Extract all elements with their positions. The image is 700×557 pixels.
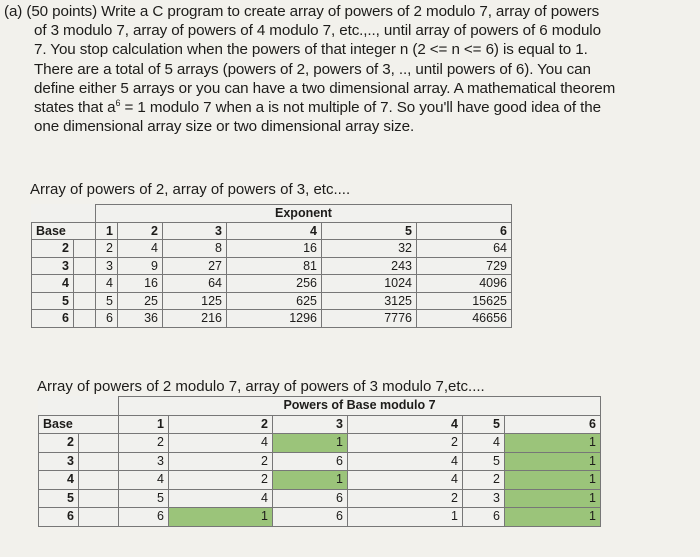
table-cell: 1 — [273, 434, 348, 453]
table-cell: 729 — [417, 257, 512, 275]
table-cell: 8 — [163, 240, 227, 258]
table-cell: 1 — [505, 489, 601, 508]
table-cell: 5 — [119, 489, 169, 508]
empty-cell — [74, 240, 96, 258]
table-row — [39, 434, 601, 453]
table-cell: 243 — [322, 257, 417, 275]
table-cell: 64 — [417, 240, 512, 258]
table-cell: 5 — [463, 452, 505, 471]
empty-cell — [79, 471, 119, 490]
table-cell: 81 — [227, 257, 322, 275]
table-cell: 6 — [273, 489, 348, 508]
table-cell: 1296 — [227, 310, 322, 328]
base-value: 3 — [39, 452, 79, 471]
exponent-header: 1 — [119, 415, 169, 434]
empty-cell — [74, 292, 96, 310]
statement-line: There are a total of 5 arrays (powers of 2, powers of 3, .., until powers of 6). You can — [34, 60, 591, 78]
statement-line: of 3 modulo 7, array of powers of 4 modulo 7, etc.,.., until array of powers of 6 modulo — [34, 22, 601, 40]
table-cell: 16 — [227, 240, 322, 258]
empty-cell — [79, 452, 119, 471]
exponent-header: 2 — [169, 415, 273, 434]
table-cell: 1 — [505, 452, 601, 471]
powers-table — [31, 204, 512, 328]
table-cell: 3 — [96, 257, 118, 275]
table-cell: 4096 — [417, 275, 512, 293]
theorem-text-start: states that a — [34, 99, 116, 117]
table1-caption: Array of powers of 2, array of powers of 3, etc.... — [30, 181, 351, 198]
empty-cell — [74, 205, 96, 223]
table-row — [39, 489, 601, 508]
exponent-header: 1 — [96, 222, 118, 240]
table-cell: 625 — [227, 292, 322, 310]
table-cell: 1 — [505, 471, 601, 490]
table-cell: 64 — [163, 275, 227, 293]
theorem-exponent: 6 — [115, 98, 121, 109]
table-cell: 2 — [169, 452, 273, 471]
table-cell: 6 — [273, 452, 348, 471]
table-cell: 6 — [96, 310, 118, 328]
empty-cell — [74, 257, 96, 275]
base-header: Base — [39, 415, 119, 434]
table-cell: 3125 — [322, 292, 417, 310]
base-value: 4 — [32, 275, 74, 293]
empty-cell — [79, 397, 119, 416]
exponent-header: 4 — [348, 415, 463, 434]
table-cell: 4 — [463, 434, 505, 453]
table-cell: 25 — [118, 292, 163, 310]
statement-line: (a) (50 points) Write a C program to create array of powers of 2 modulo 7, array of powers — [4, 3, 600, 20]
base-value: 6 — [39, 508, 79, 527]
table-row — [39, 508, 601, 527]
table-cell: 216 — [163, 310, 227, 328]
exponent-header: 2 — [118, 222, 163, 240]
base-header: Base — [32, 222, 96, 240]
exponent-header: 6 — [505, 415, 601, 434]
table-row — [39, 452, 601, 471]
empty-cell — [74, 275, 96, 293]
table-cell: 5 — [96, 292, 118, 310]
statement-line: 7. You stop calculation when the powers of that integer n (2 <= n <= 6) is equal to 1. — [34, 41, 588, 59]
table-cell: 46656 — [417, 310, 512, 328]
exponent-header: 5 — [322, 222, 417, 240]
table-cell: 6 — [119, 508, 169, 527]
table-row — [32, 275, 512, 293]
table-header-row — [39, 415, 601, 434]
table-cell: 1 — [169, 508, 273, 527]
table-cell: 32 — [322, 240, 417, 258]
table-cell: 1 — [348, 508, 463, 527]
table-cell: 3 — [463, 489, 505, 508]
table-cell: 36 — [118, 310, 163, 328]
modulo-group-header: Powers of Base modulo 7 — [119, 397, 601, 416]
table-cell: 1 — [505, 434, 601, 453]
table-cell: 3 — [119, 452, 169, 471]
exponent-header: 4 — [227, 222, 322, 240]
table-cell: 4 — [348, 471, 463, 490]
empty-cell — [74, 310, 96, 328]
exponent-header: 5 — [463, 415, 505, 434]
table-cell: 2 — [348, 434, 463, 453]
table-row — [32, 257, 512, 275]
table-cell: 6 — [273, 508, 348, 527]
table-row — [39, 471, 601, 490]
empty-cell — [79, 489, 119, 508]
table-cell: 1 — [505, 508, 601, 527]
empty-cell — [79, 434, 119, 453]
table-cell: 7776 — [322, 310, 417, 328]
table-cell: 15625 — [417, 292, 512, 310]
base-value: 6 — [32, 310, 74, 328]
table-cell: 2 — [348, 489, 463, 508]
base-value: 5 — [39, 489, 79, 508]
table-cell: 1024 — [322, 275, 417, 293]
table-row — [32, 310, 512, 328]
table-cell: 1 — [273, 471, 348, 490]
problem-statement — [4, 2, 694, 136]
base-value: 3 — [32, 257, 74, 275]
table-cell: 4 — [348, 452, 463, 471]
table-cell: 16 — [118, 275, 163, 293]
table-header-row — [32, 222, 512, 240]
table-cell: 4 — [96, 275, 118, 293]
table-cell: 4 — [169, 434, 273, 453]
statement-line: one dimensional array size or two dimensional array size. — [34, 118, 415, 136]
table-cell: 2 — [169, 471, 273, 490]
statement-line-theorem — [4, 98, 694, 117]
statement-line: define either 5 arrays or you can have a two dimensional array. A mathematical theorem — [34, 79, 616, 97]
table-row — [32, 240, 512, 258]
base-value: 4 — [39, 471, 79, 490]
base-value: 2 — [32, 240, 74, 258]
modulo-table — [38, 396, 601, 527]
empty-cell — [32, 205, 74, 223]
table-cell: 6 — [463, 508, 505, 527]
table-cell: 2 — [96, 240, 118, 258]
table-cell: 4 — [118, 240, 163, 258]
table-cell: 4 — [119, 471, 169, 490]
table-cell: 125 — [163, 292, 227, 310]
base-value: 2 — [39, 434, 79, 453]
empty-cell — [39, 397, 79, 416]
exponent-group-header: Exponent — [96, 205, 512, 223]
exponent-header: 6 — [417, 222, 512, 240]
empty-cell — [79, 508, 119, 527]
table-cell: 256 — [227, 275, 322, 293]
table-cell: 2 — [463, 471, 505, 490]
table2-caption: Array of powers of 2 modulo 7, array of powers of 3 modulo 7,etc.... — [37, 378, 485, 395]
exponent-header: 3 — [273, 415, 348, 434]
table-row — [32, 292, 512, 310]
table-cell: 4 — [169, 489, 273, 508]
theorem-text-end: = 1 modulo 7 when a is not multiple of 7. So you'll have good idea of the — [120, 99, 601, 117]
table-cell: 27 — [163, 257, 227, 275]
table-cell: 2 — [119, 434, 169, 453]
base-value: 5 — [32, 292, 74, 310]
table-cell: 9 — [118, 257, 163, 275]
exponent-header: 3 — [163, 222, 227, 240]
